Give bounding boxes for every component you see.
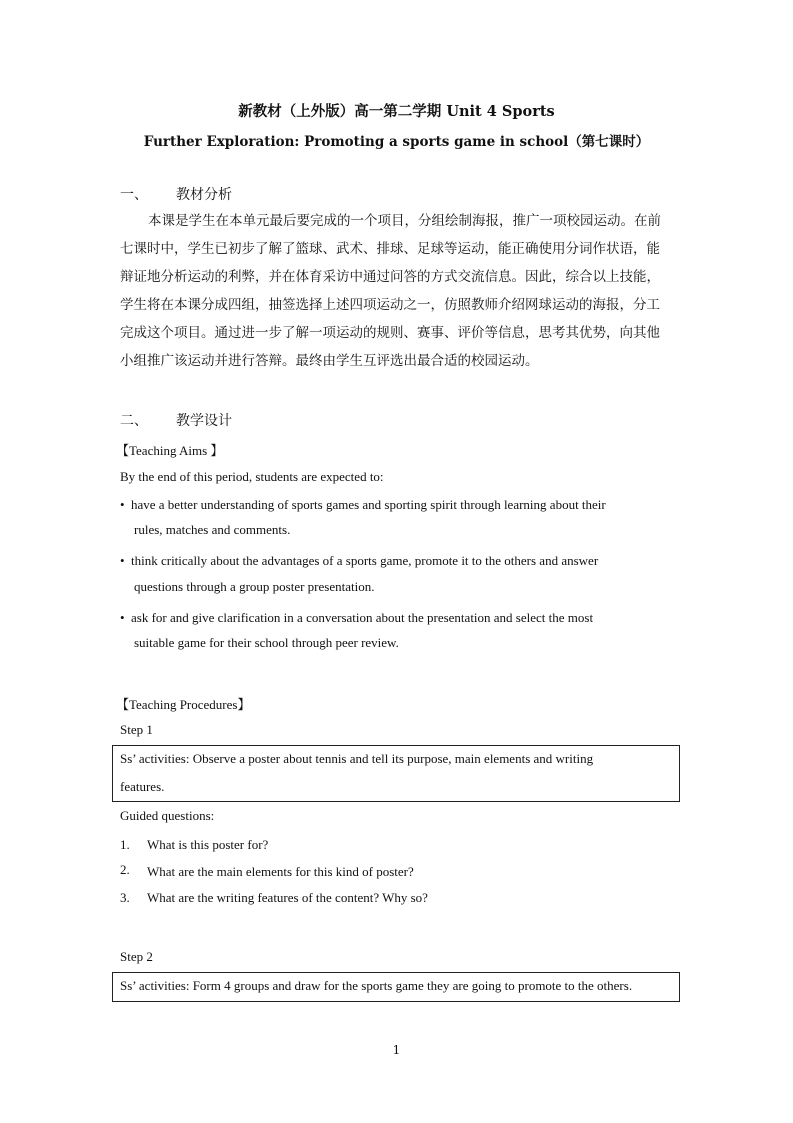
bullet-icon: • [120, 497, 125, 512]
document-subtitle: Further Exploration: Promoting a sports game in school（第七课时） [143, 134, 650, 150]
section1-line: 小组推广该运动并进行答辩。最终由学生互评选出最合适的校园运动。 [120, 353, 539, 369]
aim-item-line: suitable game for their school through peer review. [134, 635, 399, 650]
section1-number: 一、 [120, 187, 148, 203]
section1-heading: 教材分析 [176, 187, 232, 203]
step1-label: Step 1 [120, 722, 153, 737]
section1-line: 辩证地分析运动的利弊，并在体育采访中通过问答的方式交流信息。因此，综合以上技能， [120, 269, 660, 285]
question-text: What are the writing features of the content? Why so? [147, 890, 428, 905]
question-text: What is this poster for? [147, 837, 269, 852]
aim-item-line: questions through a group poster presentation. [134, 579, 375, 594]
guided-questions-label: Guided questions: [120, 808, 215, 823]
aim-item-line: rules, matches and comments. [134, 522, 291, 537]
bullet-icon: • [120, 610, 125, 625]
section1-line: 七课时中，学生已初步了解了篮球、武术、排球、足球等运动，能正确使用分词作状语，能 [120, 241, 660, 257]
teaching-procedures-label: 【Teaching Procedures】 [116, 697, 251, 712]
step2-activity-line: Ss’ activities: Form 4 groups and draw for the sports game they are going to promote to the others. [120, 978, 633, 993]
aim-item-line: ask for and give clarification in a conversation about the presentation and select the most [131, 610, 594, 625]
bullet-icon: • [120, 553, 125, 568]
question-text: What are the main elements for this kind of poster? [147, 864, 414, 879]
aim-item-line: have a better understanding of sports games and sporting spirit through learning about their [131, 497, 606, 512]
section2-number: 二、 [120, 413, 148, 429]
section1-line: 本课是学生在本单元最后要完成的一个项目，分组绘制海报，推广一项校园运动。在前 [148, 213, 661, 229]
page-number: 1 [392, 1043, 401, 1057]
question-number: 2. [120, 862, 130, 877]
aims-intro: By the end of this period, students are expected to: [120, 469, 384, 484]
teaching-aims-label: 【Teaching Aims 】 [116, 443, 224, 458]
section2-heading: 教学设计 [176, 413, 232, 429]
aim-item-line: think critically about the advantages of a sports game, promote it to the others and answer [131, 553, 599, 568]
question-number: 3. [120, 890, 130, 905]
step2-label: Step 2 [120, 949, 153, 964]
section1-line: 完成这个项目。通过进一步了解一项运动的规则、赛事、评价等信息，思考其优势，向其他 [120, 325, 660, 341]
section1-line: 学生将在本课分成四组，抽签选择上述四项运动之一，仿照教师介绍网球运动的海报，分工 [120, 297, 660, 313]
step1-activity-line: features. [120, 779, 165, 794]
step1-activity-line: Ss’ activities: Observe a poster about tennis and tell its purpose, main elements and writing [120, 751, 594, 766]
document-title: 新教材（上外版）高一第二学期 Unit 4 Sports [238, 103, 555, 120]
question-number: 1. [120, 837, 130, 852]
